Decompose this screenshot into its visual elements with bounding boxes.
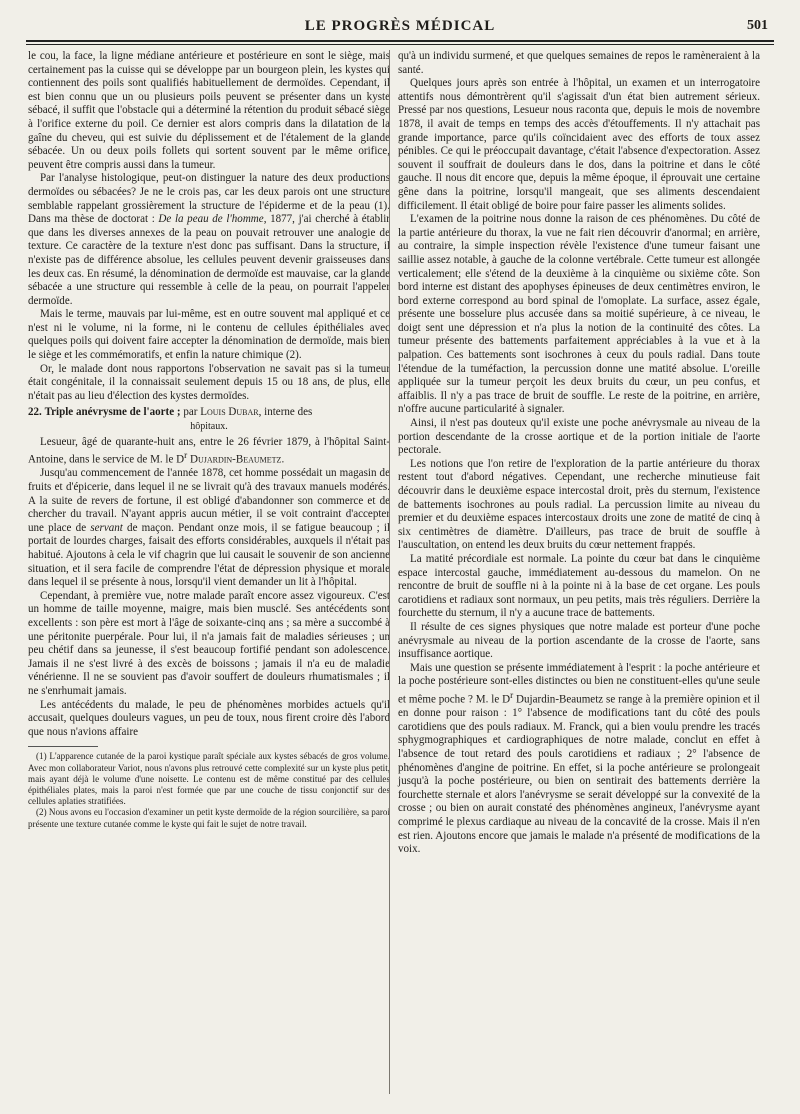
superscript: r [510, 689, 514, 700]
footnote: (2) Nous avons eu l'occasion d'examiner un petit kyste dermoïde de la région sourcilière, sa paroi présente une texture cutanée comme le kyste qui fait le sujet de notre travail. [28, 807, 390, 829]
text-run: Mais une question se présente immédiatement à l'esprit : la poche antérieure et la poche postérieure sont-elles distinctes ou bien ne constituent-elles qu'une seule et même poche ? M. le D [398, 661, 760, 706]
paragraph [28, 467, 390, 589]
italic-word: servant [90, 521, 123, 534]
paragraph [28, 436, 390, 468]
doctor-name: Dujardin-Beaumetz [189, 453, 282, 466]
paragraph: Les antécédents du malade, le peu de phénomènes morbides actuels qu'il accusait, quelques douleurs vagues, un peu de toux, nous firent croire dès l'abord que nous n'avions affaire [28, 698, 390, 738]
paragraph: Les notions que l'on retire de l'exploration de la partie antérieure du thorax restent tout d'abord négatives. Cependant, une recherche minutieuse fait découvrir dans le deuxième espace intercostal droit, près du sternum, l'existence de battements isochrones au pouls radial. La percussion limite au niveau du premier et du deuxième espaces intercostaux droits une zone de matité de cinq à six centimètres de diamètre. D'ailleurs, pas trace de bruit de souffle à l'auscultation, on entend les deux bruits du cœur nettement frappés. [398, 457, 760, 552]
article-title: Triple anévrysme de l'aorte ; [44, 406, 181, 419]
paragraph: qu'à un individu surmené, et que quelques semaines de repos le ramèneraient à la santé. [398, 50, 760, 76]
text-run: . [281, 453, 285, 466]
superscript: r [184, 450, 188, 461]
footnote-rule [28, 746, 98, 747]
left-column [28, 50, 390, 830]
header-rule-thin [26, 44, 774, 45]
paragraph: Mais le terme, mauvais par lui-même, est en outre souvent mal appliqué et ce n'est ni le volume, ni la forme, ni le contenu de cellules épithéliales avec quelques poils qui doivent faire accepter la dénomination de dermoïde, mais bien le siège et les commémoratifs, et enfin la nature chimique (2). [28, 308, 390, 362]
article-heading [28, 406, 390, 433]
paragraph: Quelques jours après son entrée à l'hôpital, un examen et un interrogatoire attentifs nous démontrèrent qu'il s'agissait d'un état bien autrement sérieux. Pressé par nos questions, Lesueur nous raconta que, depuis le mois de novembre 1878, il avait de temps en temps des accès d'étouffements. Il n'y attachait pas grande importance, parce qu'ils coïncidaient avec des efforts de toux assez pénibles. Ce qui le préoccupait davantage, c'était l'absence d'expectoration. Assez souvent il souffrait de douleurs dans le dos, dans la poitrine et dans le côté gauche. Il nous dit encore que, depuis la même époque, il éprouvait une certaine gêne dans la poitrine, lorsqu'il mangeait, que ses aliments descendaient difficilement. Il était obligé de boire pour faire passer les aliments solides. [398, 77, 760, 212]
paragraph [28, 172, 390, 308]
column-divider [389, 50, 390, 1094]
article-number: 22. [28, 406, 42, 419]
header-rule-thick [26, 40, 774, 42]
paragraph: Il résulte de ces signes physiques que notre malade est porteur d'une poche anévrysmale au niveau de la portion ascendante de la crosse de l'aorte, sans insuffisance aortique. [398, 620, 760, 661]
author-role: , interne des [258, 406, 313, 419]
text-run: Jusqu'au commencement de l'année 1878, cet homme possédait un magasin de fruits et d'épicerie, dans lequel il ne se livrait qu'à des travaux manuels modérés. A la suite de revers de fortune, il est obligé d'abandonner son commerce et de chercher du travail. N'ayant appris aucun métier, il se voit contraint d'accepter une place de [28, 467, 390, 534]
byline-by: par [183, 406, 198, 419]
right-column [398, 50, 760, 857]
text-run: Lesueur, âgé de quarante-huit ans, entre le 26 février 1879, à l'hôpital Saint-Antoine, dans le service de M. le D [28, 435, 390, 466]
author-role-continued: hôpitaux. [190, 421, 228, 433]
paragraph: L'examen de la poitrine nous donne la raison de ces phénomènes. Du côté de la partie antérieure du thorax, la vue ne fait rien découvrir d'anormal; en arrière, au contraire, la simple inspection révèle l'existence d'une tumeur faisant une saillie assez notable, à gauche de la colonne vertébrale. Cette tumeur est allongée verticalement; elle s'étend de la deuxième à la cinquième ou sixième côte. Son bord interne est distant des apophyses épineuses de deux centimètres environ, le bord externe correspond au bord spinal de l'omoplate. La surface, assez égale, présente une bosselure plus accusée dans sa moitié supérieure, à ce niveau, le doigt sent une dépression et n'a plus la notion de la continuité des côtes. La tumeur présente des battements parfaitement appréciables à la vue et à la palpation. Ces battements sont isochrones à ceux du pouls radial. Dans toute l'étendue de la tuméfaction, la percussion donne une matité absolue. L'oreille appliquée sur la tumeur perçoit les deux bruits du cœur, un peu confus, et affaiblis. Il n'y a pas trace de bruit de souffle. Le reste de la poitrine, en arrière, n'offre aucune particularité à signaler. [398, 213, 760, 416]
paragraph: le cou, la face, la ligne médiane antérieure et postérieure en sont le siège, mais certainement pas la cuisse qui se développe par un bourgeon plein, les kystes qui contiennent des poils sont qualifiés habituellement de dermoïdes. Cependant, il est bien connu que un ou plusieurs poils peuvent se présenter dans un kyste sébacé, il suffit que l'obstacle qui a déterminé la rétention du produit sébacé siège à l'orifice externe du poil. Ce dernier est alors compris dans la dilatation de la gaîne du cheveu, qui est suivie du déplissement et de l'étalement de la glande sébacée. Un ou deux poils follets qui sortent souvent par le même orifice, peuvent être compris aussi dans la tumeur. [28, 50, 390, 171]
paragraph: Or, le malade dont nous rapportons l'observation ne savait pas si la tumeur était congénitale, il la connaissait seulement depuis 15 ou 18 ans, de plus, elle n'était pas au lieu d'élection des kystes dermoïdes. [28, 362, 390, 402]
paragraph: Cependant, à première vue, notre malade paraît encore assez vigoureux. C'est un homme de taille moyenne, maigre, mais bien musclé. Ses antécédents sont excellents : son père est mort à l'âge de soixante-cinq ans ; sa mère a succombé à une péritonite puerpérale. Pour lui, il n'a jamais fait de maladies sérieuses ; un peu chétif dans sa jeunesse, il s'est beaucoup fortifié pendant son adolescence. Jamais il ne s'est livré à des excès de boissons ; jamais il n'a eu de maladie vénérienne. Il ne se souvient pas d'avoir souffert de douleurs rhumatismales ; il ne s'enrhumait jamais. [28, 589, 390, 697]
text-run: Par l'analyse histologique, peut-on distinguer la nature des deux productions dermoïdes ou sébacées? Je ne le crois pas, car les deux parois ont une structure semblable rappelant grossièrement la structure de l'épiderme et de la peau (1). Dans ma thèse de doctorat : [28, 172, 390, 226]
page-number: 501 [747, 18, 768, 33]
text-run: Dujardin-Beaumetz se range à la première opinion et il en donne pour raison : 1° l'absence de modifications tant du côté des pouls carotidiens que des pouls radiaux. M. Franck, qui a bien voulu prendre les tracés sphygmographiques et cardiographiques de notre malade, conclut en effet à l'absence de tout retard des pouls carotidiens et radiaux ; 2° l'absence de phénomènes d'angine de poitrine. En effet, si la poche antérieure se prolongeait jusqu'à la poche postérieure, ou bien on sentirait des battements derrière la fourchette sternale et alors l'anévrysme se serait développé sur la convexité de la crosse ; ou bien on aurait constaté des phénomènes angineux, l'anévrysme ayant comprimé le plexus cardiaque au niveau de la concavité de la crosse. Mais il n'en est rien. Ajoutons encore que jamais le malade n'a présenté de modifications de la voix. [398, 693, 760, 856]
text-run: de maçon. Pendant onze mois, il se fatigue beaucoup ; il portait de lourdes charges, faisait des efforts considérables, auxquels il n'était pas habitué. Ajoutons à cela le vif chagrin que lui causait le souvenir de son ancienne situation, et il sera facile de comprendre l'état de dépression physique et morale dans lequel il se présente à nous, lorsqu'il vient demander un lit à l'hôpital. [28, 521, 391, 589]
thesis-title: De la peau de l'homme [158, 213, 264, 226]
paragraph: Ainsi, il n'est pas douteux qu'il existe une poche anévrysmale au niveau de la portion descendante de la crosse aortique et de la portion initiale de l'aorte pectorale. [398, 417, 760, 457]
journal-title: LE PROGRÈS MÉDICAL [304, 18, 496, 34]
article-author: Louis Dubar [200, 406, 259, 419]
paragraph: La matité précordiale est normale. La pointe du cœur bat dans le cinquième espace intercostal gauche, immédiatement au-dessous du mamelon. On ne rencontre de bruit de souffle ni à la pointe ni à la base de cet organe. Les pouls carotidiens et radiaux sont normaux, un peu petits, mais très réguliers. Derrière la fourchette du sternum, il n'y a aucune trace de battements. [398, 552, 760, 620]
paragraph [398, 662, 760, 857]
footnote: (1) L'apparence cutanée de la paroi kystique paraît spéciale aux kystes sébacés de gros volume. Avec mon collaborateur Variot, nous n'avons plus retrouvé cette complexité sur un kyste plus petit, mais ayant déjà le volume d'une noisette. Le contenu est de même constitué par des cellules épithéliales plates, mais la paroi n'est formée que par une couche de tissu conjonctif sur des cellules aplaties stratifiées. [28, 751, 390, 807]
text-run: , 1877, j'ai cherché à établir que dans les diverses annexes de la peau on pouvait retrouver une analogie de texture. Ce caractère de la texture n'est donc pas suffisant. Dans la structure, il n'existe pas de différence absolue, les cellules peuvent devenir graisseuses dans les deux cas. En résumé, la dénomination de dermoïde est mauvaise, car la glande sébacée a une structure qui ressemble à celle de la peau, on pourrait l'appeler dermoïde. [28, 213, 390, 307]
